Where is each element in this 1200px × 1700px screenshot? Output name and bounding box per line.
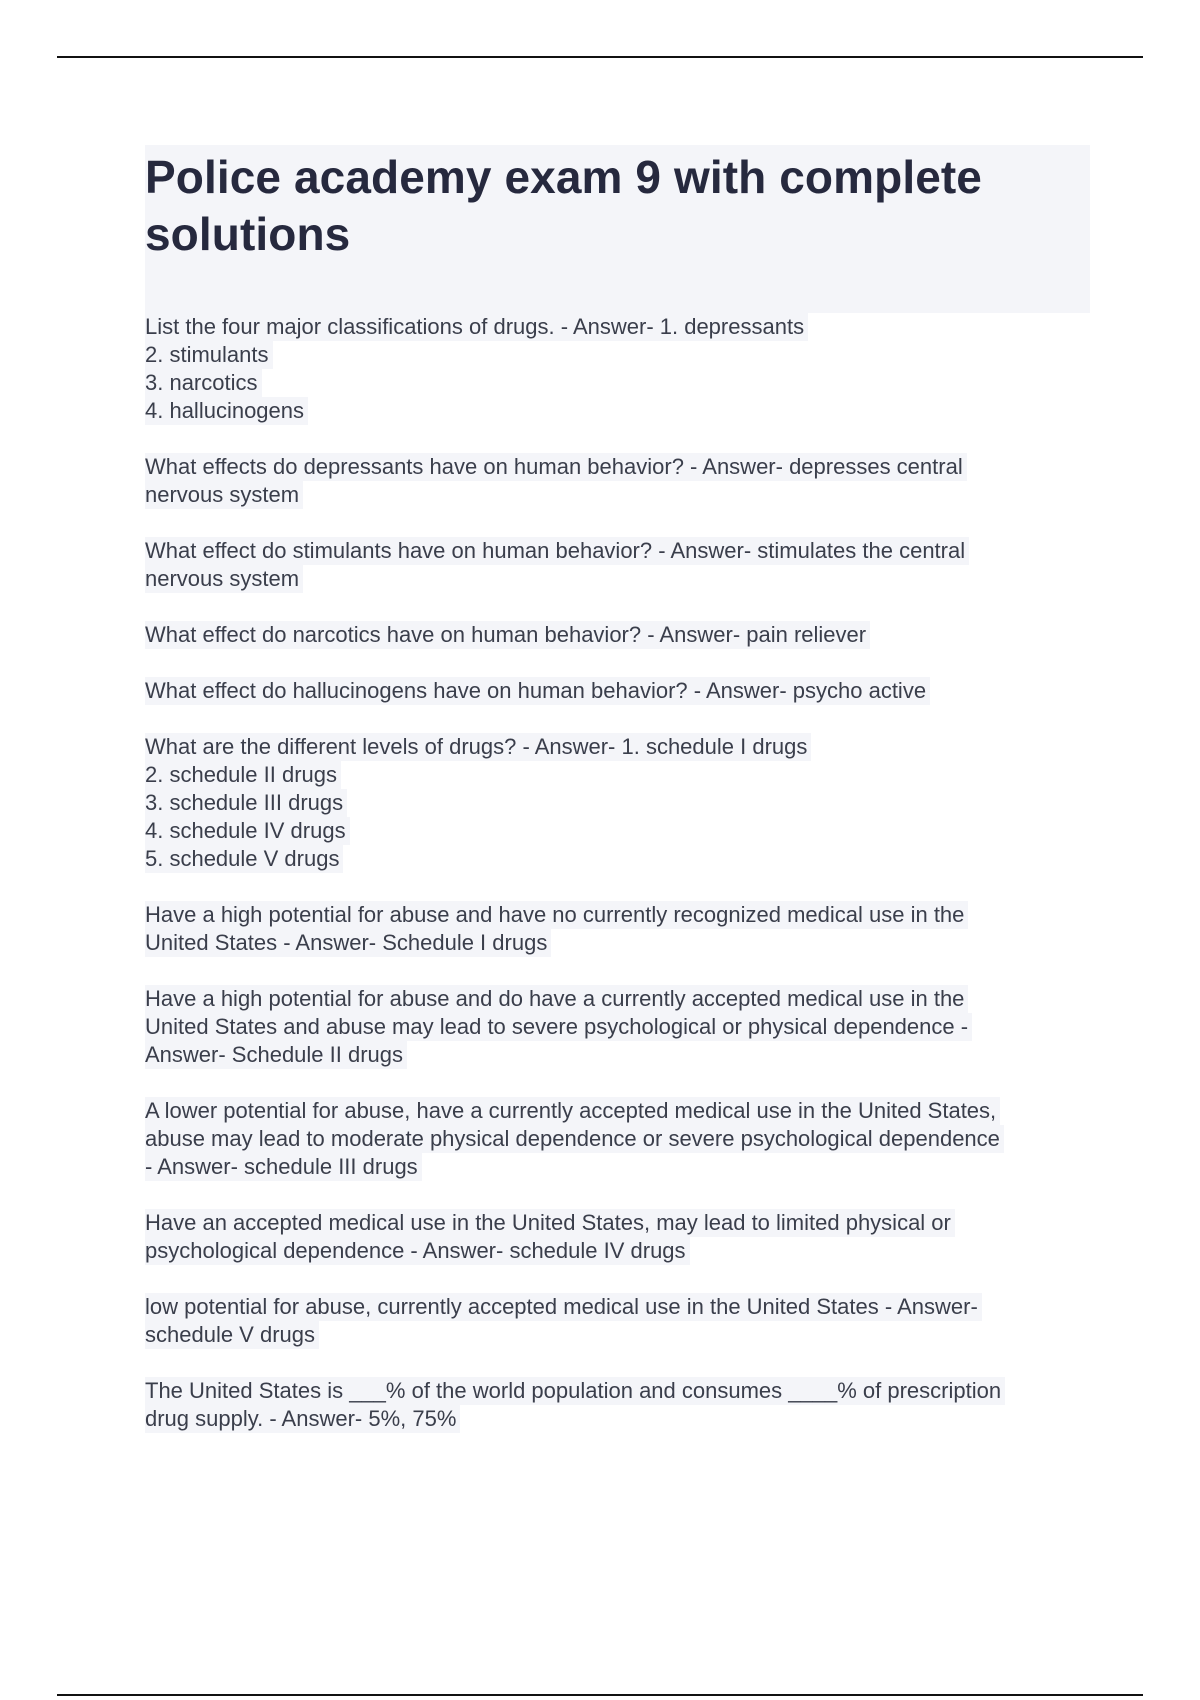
qa-item (145, 901, 1090, 957)
qa-item (145, 1377, 1090, 1433)
qa-line: What effect do hallucinogens have on human behavior? - Answer- psycho active (145, 677, 930, 705)
qa-line: 2. stimulants (145, 341, 273, 369)
qa-line: What effect do narcotics have on human behavior? - Answer- pain reliever (145, 621, 870, 649)
top-rule (57, 56, 1143, 58)
qa-line: 2. schedule II drugs (145, 761, 341, 789)
qa-line: schedule V drugs (145, 1321, 319, 1349)
qa-item (145, 1293, 1090, 1349)
qa-item (145, 733, 1090, 873)
qa-line: nervous system (145, 565, 303, 593)
qa-line: 3. narcotics (145, 369, 262, 397)
qa-line: The United States is ___% of the world population and consumes ____% of prescription (145, 1377, 1005, 1405)
qa-line: nervous system (145, 481, 303, 509)
qa-item (145, 677, 1090, 705)
qa-line: Have a high potential for abuse and do have a currently accepted medical use in the (145, 985, 968, 1013)
qa-item (145, 621, 1090, 649)
qa-item (145, 985, 1090, 1069)
qa-line: psychological dependence - Answer- schedule IV drugs (145, 1237, 690, 1265)
qa-line: Answer- Schedule II drugs (145, 1041, 407, 1069)
qa-line: A lower potential for abuse, have a currently accepted medical use in the United States, (145, 1097, 1000, 1125)
qa-line: United States and abuse may lead to severe psychological or physical dependence - (145, 1013, 972, 1041)
qa-line: What effects do depressants have on human behavior? - Answer- depresses central (145, 453, 967, 481)
qa-item (145, 537, 1090, 593)
qa-item (145, 1097, 1090, 1181)
qa-item (145, 1209, 1090, 1265)
qa-line: What are the different levels of drugs? - Answer- 1. schedule I drugs (145, 733, 811, 761)
qa-line: drug supply. - Answer- 5%, 75% (145, 1405, 460, 1433)
qa-item (145, 313, 1090, 425)
page-content (145, 145, 1090, 1461)
qa-line: 5. schedule V drugs (145, 845, 343, 873)
qa-line: 4. hallucinogens (145, 397, 308, 425)
qa-line: United States - Answer- Schedule I drugs (145, 929, 551, 957)
qa-line: - Answer- schedule III drugs (145, 1153, 422, 1181)
qa-item (145, 453, 1090, 509)
qa-line: 3. schedule III drugs (145, 789, 347, 817)
bottom-rule (57, 1694, 1143, 1696)
title-block (145, 145, 1090, 313)
qa-line: 4. schedule IV drugs (145, 817, 350, 845)
page-title: Police academy exam 9 with complete solutions (145, 151, 982, 260)
qa-line: Have an accepted medical use in the United States, may lead to limited physical or (145, 1209, 955, 1237)
qa-line: Have a high potential for abuse and have no currently recognized medical use in the (145, 901, 968, 929)
qa-list (145, 313, 1090, 1433)
qa-line: List the four major classifications of drugs. - Answer- 1. depressants (145, 313, 808, 341)
qa-line: What effect do stimulants have on human behavior? - Answer- stimulates the central (145, 537, 969, 565)
qa-line: abuse may lead to moderate physical dependence or severe psychological dependence (145, 1125, 1004, 1153)
qa-line: low potential for abuse, currently accepted medical use in the United States - Answer- (145, 1293, 982, 1321)
